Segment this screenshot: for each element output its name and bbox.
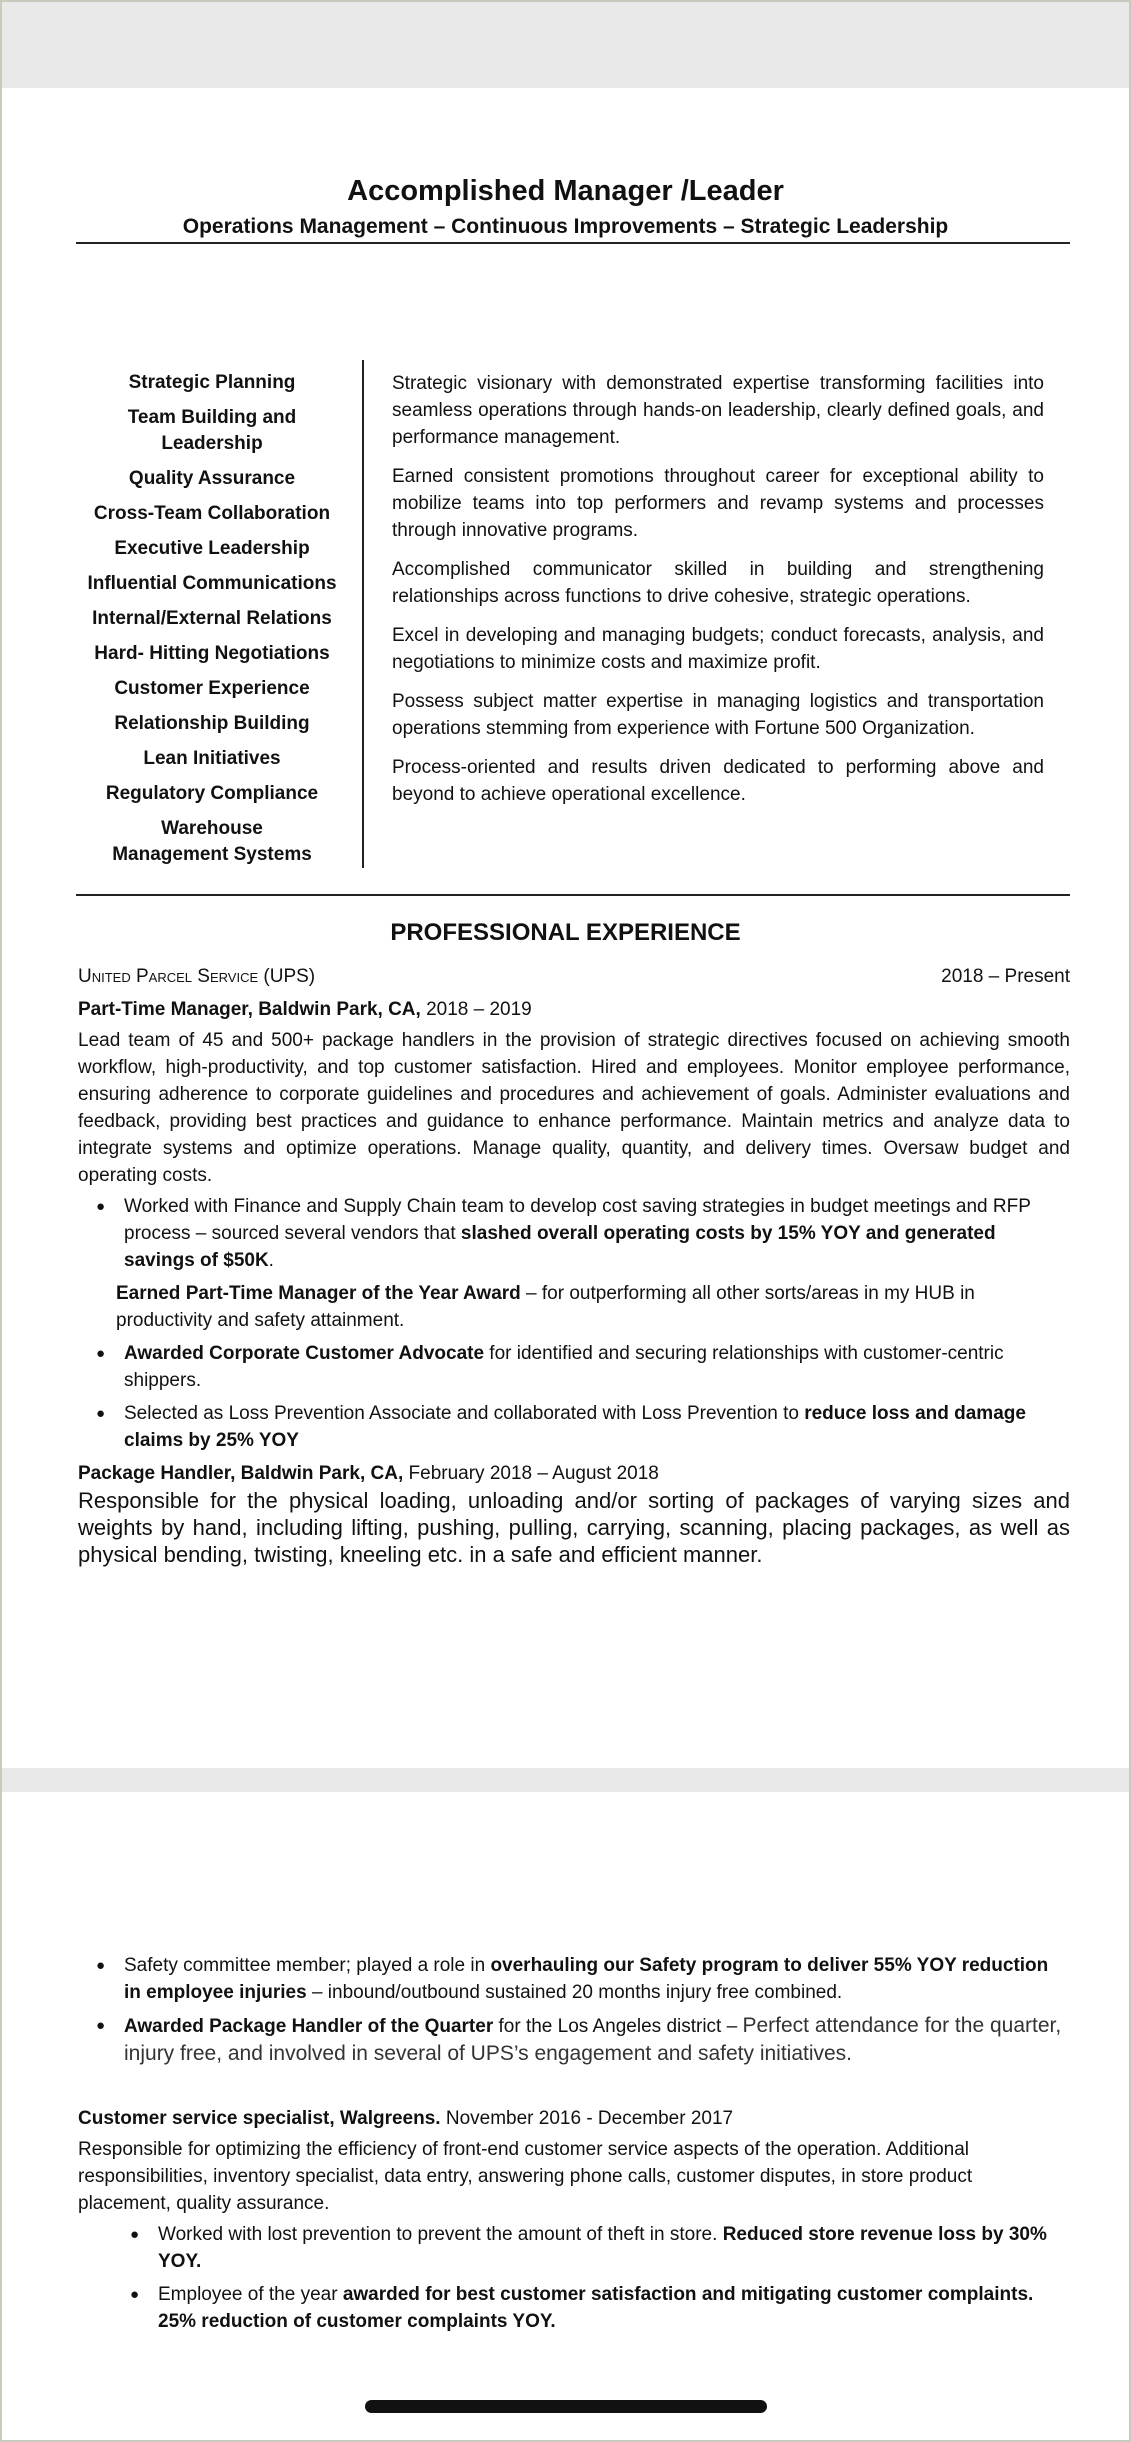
skill-item: Regulatory Compliance	[105, 783, 319, 804]
skill-item: Executive Leadership	[114, 538, 310, 559]
job-title: Package Handler, Baldwin Park, CA,	[78, 1463, 404, 1484]
bullet-text: Selected as Loss Prevention Associate and collaborated with Loss Prevention to	[124, 1403, 805, 1424]
bullet-item	[124, 1193, 1070, 1274]
bullet-item	[124, 1340, 1070, 1394]
bullet-text: for the Los Angeles district –	[493, 2016, 743, 2037]
summary-paragraph: Excel in developing and managing budgets; conduct forecasts, analysis, and negotiations to minimize costs and maximize profit.	[392, 625, 1044, 673]
summary-paragraph: Process-oriented and results driven dedicated to performing above and beyond to achieve operational excellence.	[392, 757, 1044, 805]
job-dates: February 2018 – August 2018	[403, 1463, 659, 1484]
bullet-highlight: awarded for best customer satisfaction and mitigating customer complaints. 25% reduction of customer complaints YOY.	[158, 2284, 1034, 2332]
bullet-text: Worked with lost prevention to prevent the amount of theft in store.	[158, 2224, 723, 2245]
skill-item: Strategic Planning	[128, 372, 296, 393]
company-dates: 2018 – Present	[941, 966, 1070, 987]
bullet-text: – inbound/outbound sustained 20 months injury free combined.	[306, 1982, 843, 2003]
bullet-text: Safety committee member; played a role in	[124, 1955, 491, 1976]
job-walgreens	[78, 2105, 1070, 2341]
award-line	[116, 1280, 1070, 1334]
skill-item: Customer Experience	[114, 678, 310, 699]
skill-item: Relationship Building	[114, 713, 310, 734]
skill-item: Lean Initiatives	[143, 748, 281, 769]
job-title-line	[78, 2105, 1070, 2132]
job-description: Lead team of 45 and 500+ package handlers in the provision of strategic directives focused on achieving smooth workflow, high-productivity, and top customer satisfaction. Hired and employees. Monitor employee performance, ensuring adherence to corporate guidelines and procedures and achievement of goals. Administer evaluations and feedback, providing best practices and guidance to enhance performance. Maintain metrics and analyze data to integrate systems and optimize operations. Manage quality, quantity, and delivery times. Oversaw budget and operating costs.	[78, 1030, 1070, 1186]
bullet-highlight: Reduced store revenue loss by 30% YOY.	[158, 2224, 1047, 2272]
bullet-highlight: reduce loss and damage claims by 25% YOY	[124, 1403, 1026, 1451]
company-name: United Parcel Service (UPS)	[78, 966, 316, 987]
summary-paragraph: Strategic visionary with demonstrated expertise transforming facilities into seamless operations through hands-on leadership, clearly defined goals, and performance management.	[392, 373, 1044, 448]
skill-item: Team Building and Leadership	[127, 407, 297, 454]
bullet-text: for identified and securing relationships with customer-centric shippers.	[124, 1343, 1004, 1391]
skill-item: Cross-Team Collaboration	[93, 503, 331, 524]
skill-item: Hard- Hitting Negotiations	[94, 643, 330, 664]
job-description: Responsible for optimizing the efficiency of front-end customer service aspects of the operation. Additional responsibilities, inventory specialist, data entry, answering phone calls, customer disputes, in store product placement, quality assurance.	[78, 2139, 973, 2214]
company-row	[78, 966, 1070, 988]
job-package-handler-continued	[78, 1948, 1070, 2074]
job-bullets	[78, 1952, 1070, 2068]
job-bullets	[78, 1340, 1070, 1454]
bullet-item	[158, 2281, 1070, 2335]
bullet-item	[124, 1952, 1070, 2006]
job-title: Part-Time Manager, Baldwin Park, CA,	[78, 999, 421, 1020]
summary-paragraph: Accomplished communicator skilled in building and strengthening relationships across functions to drive cohesive, strategic operations.	[392, 559, 1044, 607]
job-dates: 2018 – 2019	[420, 999, 532, 1020]
bullet-highlight: Awarded Corporate Customer Advocate	[124, 1343, 485, 1364]
job-description: Responsible for the physical loading, unloading and/or sorting of packages of varying sizes and weights by hand, including lifting, pushing, pulling, carrying, scanning, placing packages, as well as physical bending, twisting, kneeling etc. in a safe and efficient manner.	[78, 1488, 1070, 1567]
job-title: Customer service specialist, Walgreens.	[78, 2108, 441, 2129]
resume-subtitle: Operations Management – Continuous Improvements – Strategic Leadership	[182, 215, 949, 238]
bullet-highlight: Awarded Package Handler of the Quarter	[124, 2016, 494, 2037]
bullet-highlight: overhauling our Safety program to deliver 55% YOY reduction in employee injuries	[124, 1955, 1049, 2003]
skill-item: Warehouse Management Systems	[112, 818, 312, 865]
experience-heading: PROFESSIONAL EXPERIENCE	[390, 919, 741, 946]
bullet-text: Perfect attendance for the quarter, injury free, and involved in several of UPS’s engagement and safety initiatives.	[124, 2014, 1062, 2065]
bullet-text: Worked with Finance and Supply Chain team to develop cost saving strategies in budget meetings and RFP process – sourced several vendors that	[124, 1196, 1031, 1244]
bullet-highlight: slashed overall operating costs by 15% YOY and generated savings of $50K	[124, 1223, 996, 1271]
job-bullets	[78, 2221, 1070, 2335]
award-title: Earned Part-Time Manager of the Year Award	[116, 1283, 521, 1304]
resume-title: Accomplished Manager /Leader	[347, 175, 784, 207]
bullet-item	[124, 2012, 1070, 2068]
bullet-text: .	[268, 1250, 274, 1271]
bullet-item	[158, 2221, 1070, 2275]
award-text: – for outperforming all other sorts/areas in my HUB in productivity and safety attainment.	[116, 1283, 975, 1331]
job-title-line	[78, 996, 1070, 1023]
experience-divider-line	[76, 894, 1070, 896]
summary-section	[392, 370, 1044, 820]
column-divider	[362, 360, 364, 868]
home-indicator-bar[interactable]	[365, 2400, 767, 2413]
skill-item: Influential Communications	[87, 573, 337, 594]
skill-item: Internal/External Relations	[92, 608, 332, 629]
skill-item: Quality Assurance	[128, 468, 296, 489]
job-part-time-manager	[78, 996, 1070, 1568]
summary-paragraph: Possess subject matter expertise in managing logistics and transportation operations stemming from experience with Fortune 500 Organization.	[392, 691, 1044, 739]
skills-list	[76, 370, 348, 877]
bullet-text: Employee of the year	[158, 2284, 343, 2305]
job-dates: November 2016 - December 2017	[440, 2108, 734, 2129]
summary-paragraph: Earned consistent promotions throughout career for exceptional ability to mobilize teams into top performers and revamp systems and processes through innovative programs.	[392, 466, 1044, 541]
bullet-item	[124, 1400, 1070, 1454]
top-divider-line	[76, 242, 1070, 244]
job-bullets	[78, 1193, 1070, 1274]
job-title-line	[78, 1460, 1070, 1487]
